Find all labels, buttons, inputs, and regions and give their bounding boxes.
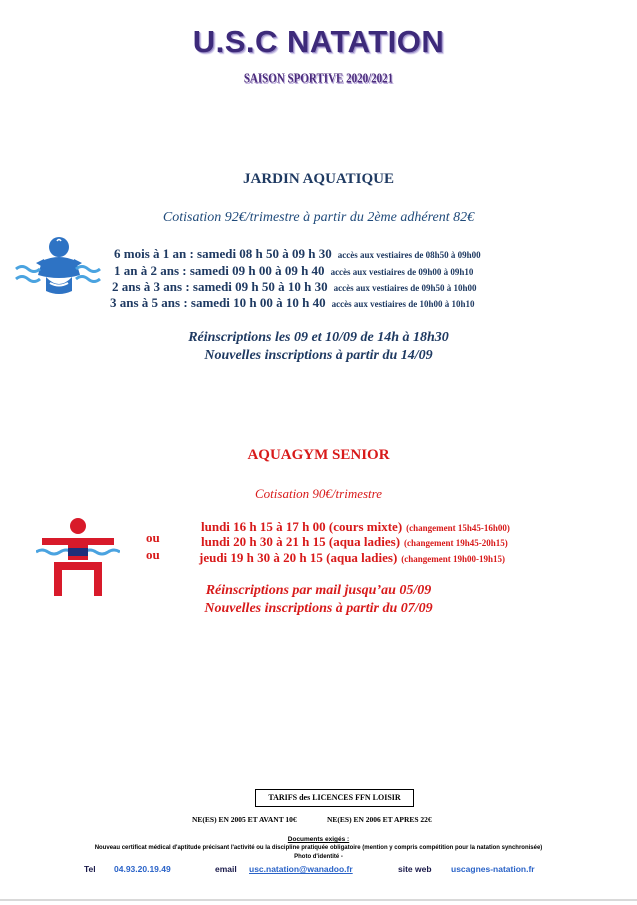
or-connector: ou	[146, 530, 160, 545]
jardin-cotisation: Cotisation 92€/trimestre à partir du 2ème adhérent 82€	[162, 210, 475, 225]
aquagym-row-time: lundi 20 h 30 à 21 h 15 (aqua ladies)	[201, 534, 401, 549]
or-connector: ou	[146, 547, 160, 562]
email-link[interactable]: usc.natation@wanadoo.fr	[249, 864, 353, 874]
aquagym-row-note: (changement 19h45-20h15)	[404, 538, 508, 548]
aquagym-reinscriptions-block	[0, 582, 637, 618]
aquagym-cotisation: Cotisation 90€/trimestre	[255, 486, 382, 501]
tarif-born-after: NE(ES) EN 2006 ET APRES 22€	[327, 815, 432, 824]
aquagym-row-note: (changement 15h45-16h00)	[406, 523, 510, 533]
jardin-row-note: accès aux vestiaires de 09h50 à 10h00	[333, 283, 477, 293]
documents-line-photo: Photo d'identité -	[294, 854, 343, 860]
jardin-nouvelles: Nouvelles inscriptions à partir du 14/09	[204, 348, 433, 363]
jardin-row-time: 3 ans à 5 ans : samedi 10 h 00 à 10 h 40	[110, 295, 326, 310]
aquagym-nouvelles: Nouvelles inscriptions à partir du 07/09	[204, 601, 433, 616]
documents-line-certificat: Nouveau certificat médical d'aptitude précisant l'activité ou la discipline pratiquée obligatoire (mention y compris compétition pour la natation synchronisée)	[94, 845, 543, 851]
documents-title: Documents exigés :	[287, 836, 350, 843]
jardin-reinscriptions-block	[0, 329, 637, 365]
jardin-row-note: accès aux vestiaires de 08h50 à 09h00	[337, 250, 481, 260]
jardin-row-note: accès aux vestiaires de 09h00 à 09h10	[330, 267, 474, 277]
tel-label: Tel	[84, 864, 96, 874]
jardin-row-time: 1 an à 2 ans : samedi 09 h 00 à 09 h 40	[114, 263, 325, 278]
jardin-row	[110, 294, 474, 312]
site-label: site web	[398, 864, 432, 874]
tarif-born-before: NE(ES) EN 2005 ET AVANT 10€	[192, 815, 297, 824]
jardin-row	[114, 245, 481, 263]
aquagym-reinscriptions: Réinscriptions par mail jusqu’au 05/09	[205, 583, 432, 598]
tarifs-box: TARIFS des LICENCES FFN LOISIR	[255, 789, 414, 807]
jardin-row-note: accès aux vestiaires de 10h00 à 10h10	[331, 299, 475, 309]
site-link[interactable]: uscagnes-natation.fr	[451, 864, 535, 874]
jardin-row-time: 2 ans à 3 ans : samedi 09 h 50 à 10 h 30	[112, 279, 328, 294]
aquagym-heading: AQUAGYM SENIOR	[247, 447, 390, 463]
tel-number[interactable]: 04.93.20.19.49	[114, 864, 171, 874]
aquagym-row	[199, 549, 505, 567]
baby-swimmer-icon	[14, 233, 104, 299]
aquagym-row-note: (changement 19h00-19h15)	[401, 554, 506, 564]
jardin-row-time: 6 mois à 1 an : samedi 08 h 50 à 09 h 30	[114, 246, 332, 261]
aquagym-row-time: lundi 16 h 15 à 17 h 00 (cours mixte)	[201, 519, 403, 534]
jardin-heading: JARDIN AQUATIQUE	[243, 171, 394, 187]
page-title: U.S.C NATATION	[192, 24, 445, 59]
season-subtitle: SAISON SPORTIVE 2020/2021	[243, 71, 394, 87]
email-label: email	[215, 864, 237, 874]
aquagym-row-time: jeudi 19 h 30 à 20 h 15 (aqua ladies)	[199, 550, 398, 565]
jardin-reinscriptions: Réinscriptions les 09 et 10/09 de 14h à 18h30	[188, 330, 449, 345]
page-bottom-divider	[0, 899, 637, 901]
